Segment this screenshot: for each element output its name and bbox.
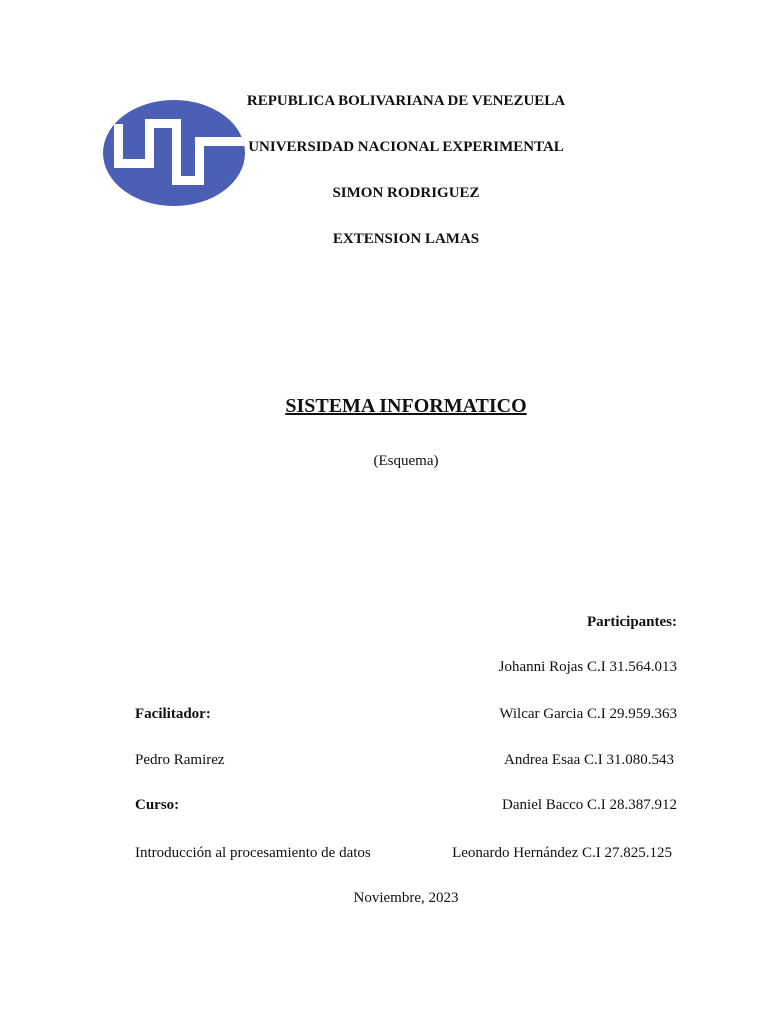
course-label: Curso: bbox=[135, 797, 180, 813]
facilitator-name: Pedro Ramirez bbox=[135, 752, 225, 768]
document-date: Noviembre, 2023 bbox=[353, 890, 459, 906]
participant-item: Johanni Rojas C.I 31.564.013 bbox=[498, 659, 677, 675]
header-university: UNIVERSIDAD NACIONAL EXPERIMENTAL bbox=[248, 139, 564, 155]
participants-heading: Participantes: bbox=[587, 614, 677, 630]
facilitator-label: Facilitador: bbox=[135, 706, 211, 722]
document-subtitle: (Esquema) bbox=[373, 453, 439, 469]
participant-item: Leonardo Hernández C.I 27.825.125 bbox=[452, 845, 672, 861]
header-university-name: SIMON RODRIGUEZ bbox=[332, 185, 480, 201]
course-name: Introducción al procesamiento de datos bbox=[135, 845, 371, 861]
document-title: SISTEMA INFORMATICO bbox=[285, 395, 527, 417]
header-country: REPUBLICA BOLIVARIANA DE VENEZUELA bbox=[246, 93, 566, 109]
participant-item: Andrea Esaa C.I 31.080.543 bbox=[504, 752, 674, 768]
header-extension: EXTENSION LAMAS bbox=[332, 231, 480, 247]
participant-item: Wilcar Garcia C.I 29.959.363 bbox=[499, 706, 677, 722]
participant-item: Daniel Bacco C.I 28.387.912 bbox=[502, 797, 677, 813]
university-logo-icon bbox=[102, 99, 246, 207]
